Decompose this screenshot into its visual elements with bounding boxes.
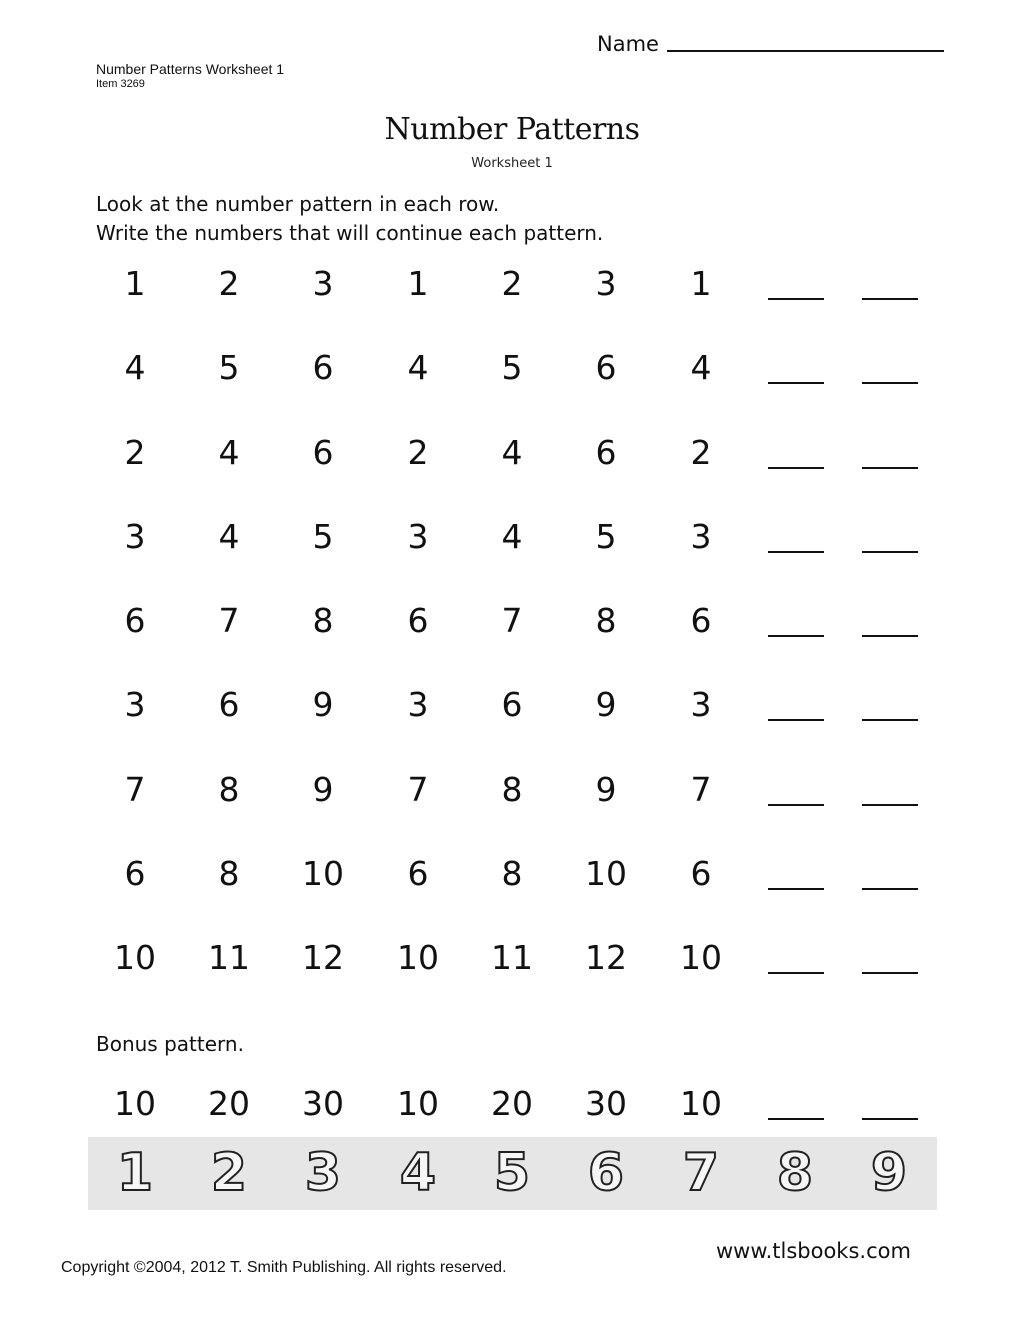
pattern-number: 2: [124, 432, 146, 472]
pattern-number: 20: [491, 1084, 533, 1123]
answer-blank-1[interactable]: [768, 467, 824, 469]
answer-blank-1[interactable]: [768, 888, 824, 890]
pattern-number: 10: [397, 1084, 439, 1123]
pattern-number: 6: [407, 601, 429, 641]
name-field[interactable]: [597, 30, 944, 58]
pattern-number: 9: [595, 769, 617, 809]
decorative-number: 7: [682, 1143, 720, 1203]
pattern-number: 4: [690, 348, 712, 388]
answer-blank-1[interactable]: [768, 298, 824, 300]
answer-blank-2[interactable]: [862, 635, 918, 637]
pattern-number: 20: [208, 1084, 250, 1123]
decorative-number: 6: [587, 1143, 625, 1203]
pattern-number: 5: [595, 516, 617, 556]
pattern-number: 6: [690, 601, 712, 641]
pattern-number: 12: [585, 938, 627, 978]
pattern-number: 10: [114, 1084, 156, 1123]
pattern-number: 3: [407, 685, 429, 725]
bonus-pattern-row: [88, 1070, 938, 1140]
pattern-number: 11: [208, 938, 250, 978]
pattern-number: 6: [312, 348, 334, 388]
pattern-number: 6: [407, 854, 429, 894]
pattern-number: 6: [124, 601, 146, 641]
answer-blank-2[interactable]: [862, 467, 918, 469]
pattern-number: 12: [302, 938, 344, 978]
copyright-notice: Copyright ©2004, 2012 T. Smith Publishing. All rights reserved.: [61, 1259, 507, 1276]
bonus-label: Bonus pattern.: [96, 1032, 244, 1056]
pattern-number: 3: [690, 685, 712, 725]
pattern-number: 8: [312, 601, 334, 641]
pattern-row-6: [88, 671, 938, 755]
decorative-number: 4: [399, 1143, 437, 1203]
answer-blank-1[interactable]: [768, 382, 824, 384]
pattern-number: 3: [690, 516, 712, 556]
pattern-number: 4: [124, 348, 146, 388]
answer-blank-2[interactable]: [862, 972, 918, 974]
pattern-number: 6: [690, 854, 712, 894]
document-title: Number Patterns Worksheet 1: [96, 61, 285, 77]
answer-blank-2[interactable]: [862, 719, 918, 721]
pattern-number: 4: [501, 516, 523, 556]
decorative-number: 2: [210, 1143, 248, 1203]
pattern-number: 4: [501, 432, 523, 472]
pattern-number: 10: [114, 938, 156, 978]
pattern-number: 30: [585, 1084, 627, 1123]
pattern-number: 3: [407, 516, 429, 556]
pattern-number: 6: [124, 854, 146, 894]
pattern-number: 4: [218, 516, 240, 556]
pattern-number: 10: [397, 938, 439, 978]
pattern-row-1: [88, 250, 938, 334]
pattern-number: 3: [595, 264, 617, 303]
pattern-number: 9: [312, 685, 334, 725]
pattern-number: 5: [312, 516, 334, 556]
pattern-number: 2: [690, 432, 712, 472]
pattern-number: 1: [407, 264, 429, 303]
page-title: Number Patterns: [384, 112, 640, 147]
pattern-number: 10: [680, 938, 722, 978]
pattern-row-3: [88, 419, 938, 503]
pattern-number: 1: [124, 264, 146, 303]
pattern-number: 5: [218, 348, 240, 388]
pattern-row-2: [88, 334, 938, 418]
pattern-row-5: [88, 587, 938, 671]
pattern-number: 6: [312, 432, 334, 472]
answer-blank-1[interactable]: [768, 1118, 824, 1120]
page-subtitle: Worksheet 1: [471, 156, 553, 171]
pattern-number: 9: [595, 685, 617, 725]
answer-blank-1[interactable]: [768, 635, 824, 637]
pattern-number: 6: [501, 685, 523, 725]
pattern-number: 8: [595, 601, 617, 641]
answer-blank-2[interactable]: [862, 382, 918, 384]
pattern-grid: [88, 250, 938, 1009]
pattern-row-7: [88, 756, 938, 840]
decorative-number: 1: [116, 1143, 154, 1203]
pattern-number: 2: [501, 264, 523, 303]
pattern-number: 1: [690, 264, 712, 303]
pattern-number: 4: [407, 348, 429, 388]
answer-blank-1[interactable]: [768, 551, 824, 553]
pattern-number: 10: [680, 1084, 722, 1123]
decorative-number: 5: [493, 1143, 531, 1203]
pattern-number: 5: [501, 348, 523, 388]
pattern-number: 10: [585, 854, 627, 894]
pattern-number: 9: [312, 769, 334, 809]
name-label: Name: [597, 32, 659, 56]
pattern-number: 8: [501, 769, 523, 809]
answer-blank-2[interactable]: [862, 551, 918, 553]
answer-blank-2[interactable]: [862, 888, 918, 890]
pattern-number: 4: [218, 432, 240, 472]
instruction-line-1: Look at the number pattern in each row.: [96, 192, 500, 216]
decorative-number: 8: [776, 1143, 814, 1203]
decorative-number-strip: [88, 1137, 937, 1210]
pattern-number: 30: [302, 1084, 344, 1123]
pattern-number: 7: [690, 769, 712, 809]
pattern-number: 3: [312, 264, 334, 303]
pattern-number: 3: [124, 685, 146, 725]
pattern-number: 7: [501, 601, 523, 641]
pattern-number: 6: [218, 685, 240, 725]
pattern-number: 8: [218, 854, 240, 894]
pattern-number: 6: [595, 348, 617, 388]
pattern-row-8: [88, 840, 938, 924]
pattern-number: 3: [124, 516, 146, 556]
pattern-number: 2: [218, 264, 240, 303]
pattern-number: 8: [501, 854, 523, 894]
pattern-number: 11: [491, 938, 533, 978]
item-number: Item 3269: [96, 78, 145, 90]
answer-blank-2[interactable]: [862, 298, 918, 300]
pattern-number: 6: [595, 432, 617, 472]
answer-blank-1[interactable]: [768, 972, 824, 974]
answer-blank-2[interactable]: [862, 1118, 918, 1120]
name-write-line[interactable]: [667, 50, 944, 52]
pattern-number: 10: [302, 854, 344, 894]
pattern-number: 2: [407, 432, 429, 472]
pattern-number: 7: [218, 601, 240, 641]
website-url: www.tlsbooks.com: [716, 1239, 911, 1263]
answer-blank-1[interactable]: [768, 804, 824, 806]
answer-blank-2[interactable]: [862, 804, 918, 806]
pattern-number: 8: [218, 769, 240, 809]
pattern-number: 7: [124, 769, 146, 809]
pattern-row-4: [88, 503, 938, 587]
decorative-number: 3: [304, 1143, 342, 1203]
decorative-number: 9: [870, 1143, 908, 1203]
pattern-row-9: [88, 924, 938, 1008]
instruction-line-2: Write the numbers that will continue each pattern.: [96, 221, 604, 245]
pattern-number: 7: [407, 769, 429, 809]
answer-blank-1[interactable]: [768, 719, 824, 721]
